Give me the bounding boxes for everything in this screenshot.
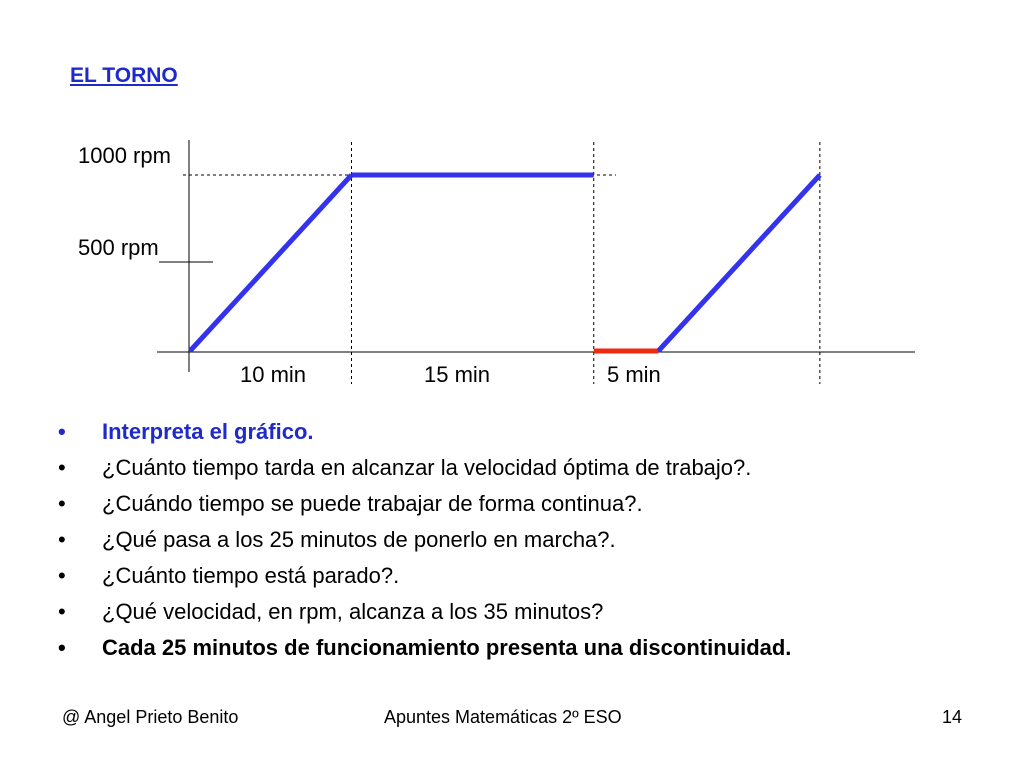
slide-title: EL TORNO [70, 64, 178, 87]
y-tick-label: 1000 rpm [78, 143, 171, 168]
y-tick-label: 500 rpm [78, 235, 159, 260]
bullet: • [58, 455, 66, 480]
bullet: • [58, 527, 66, 552]
question-text: ¿Cuánto tiempo tarda en alcanzar la velocidad óptima de trabajo?. [102, 455, 752, 480]
question-item [58, 630, 791, 666]
x-interval-label: 15 min [424, 362, 491, 387]
footer-course: Apuntes Matemáticas 2º ESO [384, 707, 622, 727]
question-text: Interpreta el gráfico. [102, 419, 314, 444]
question-list [58, 414, 791, 666]
question-item [58, 486, 791, 522]
question-text: ¿Cuánto tiempo está parado?. [102, 563, 400, 588]
chart-series [190, 175, 820, 351]
footer-author: @ Angel Prieto Benito [62, 707, 239, 727]
chart-labels [78, 143, 661, 387]
question-item [58, 450, 791, 486]
question-text: ¿Cuándo tiempo se puede trabajar de forma continua?. [102, 491, 643, 516]
bullet: • [58, 563, 66, 588]
question-item [58, 522, 791, 558]
x-interval-label: 5 min [607, 362, 661, 387]
segment-running [190, 175, 352, 351]
segment-running [658, 175, 820, 351]
question-text: ¿Qué velocidad, en rpm, alcanza a los 35 minutos? [102, 599, 604, 624]
bullet: • [58, 419, 66, 444]
x-interval-label: 10 min [240, 362, 307, 387]
question-text: ¿Qué pasa a los 25 minutos de ponerlo en marcha?. [102, 527, 616, 552]
question-item [58, 414, 791, 450]
question-item [58, 594, 791, 630]
bullet: • [58, 599, 66, 624]
question-text: Cada 25 minutos de funcionamiento presenta una discontinuidad. [102, 635, 792, 660]
reference-lines [183, 142, 820, 384]
question-item [58, 558, 791, 594]
bullet: • [58, 635, 66, 660]
bullet: • [58, 491, 66, 516]
page-number: 14 [942, 707, 963, 727]
